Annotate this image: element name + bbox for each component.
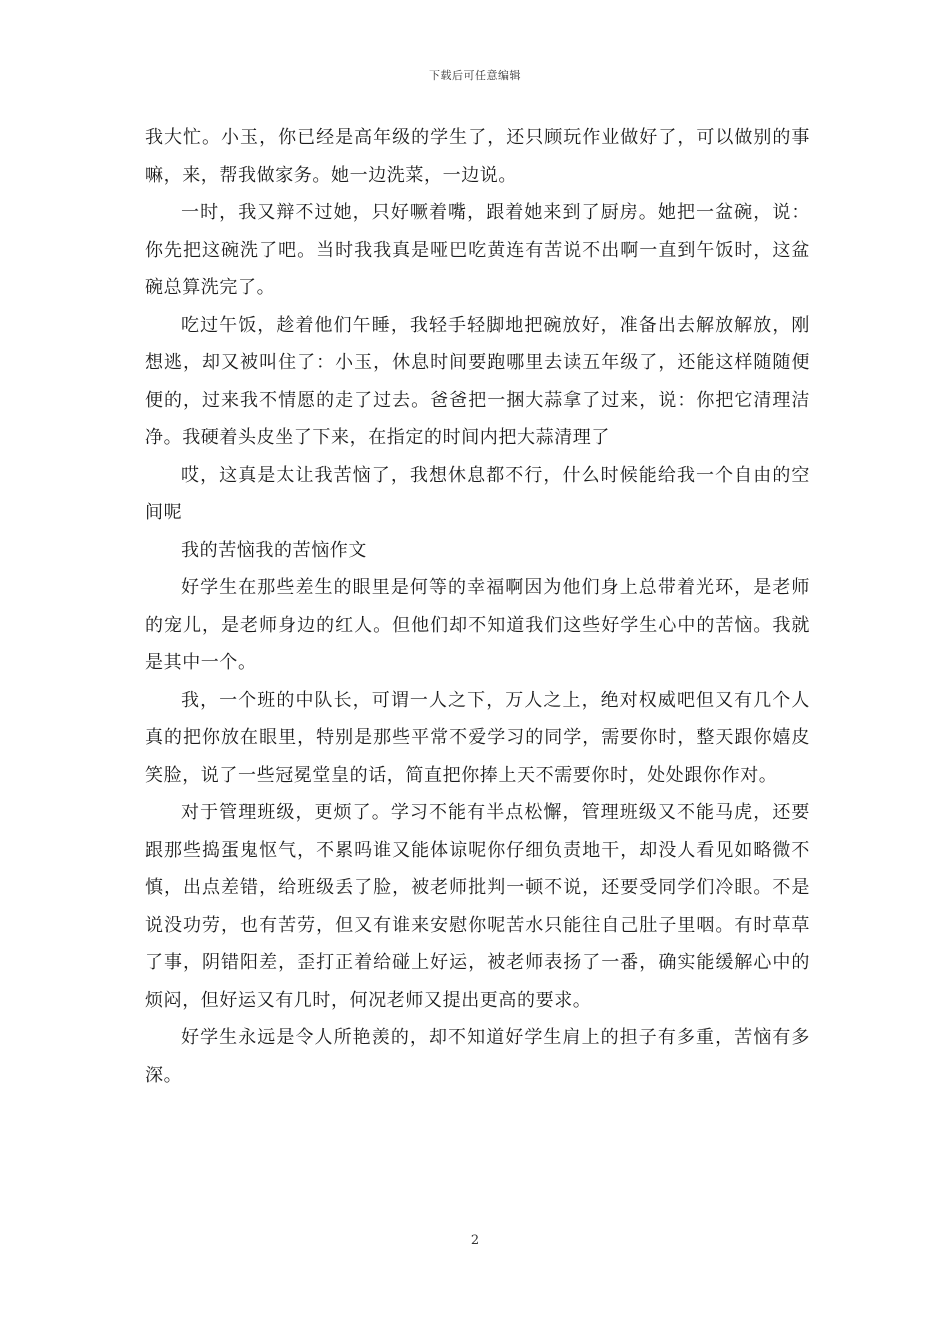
section-title: 我的苦恼我的苦恼作文 xyxy=(181,539,367,561)
paragraph: 一时，我又辩不过她，只好噘着嘴，跟着她来到了厨房。她把一盆碗，说：你先把这碗洗了吧。当时我我真是哑巴吃黄连有苦说不出啊一直到午饭时，这盆碗总算洗完了。 xyxy=(145,202,810,298)
paragraph: 对于管理班级，更烦了。学习不能有半点松懈，管理班级又不能马虎，还要跟那些捣蛋鬼怄气，不累吗谁又能体谅呢你仔细负责地干，却没人看见如略微不慎，出点差错，给班级丢了脸，被老师批判一顿不说，还要受同学们冷眼。不是说没功劳，也有苦劳，但又有谁来安慰你呢苦水只能往自己肚子里咽。有时草草了事，阴错阳差，歪打正着给碰上好运，被老师表扬了一番，确实能缓解心中的烦闷，但好运又有几时，何况老师又提出更高的要求。 xyxy=(145,802,810,1011)
paragraph: 我大忙。小玉，你已经是高年级的学生了，还只顾玩作业做好了，可以做别的事嘛，来，帮我做家务。她一边洗菜，一边说。 xyxy=(145,127,810,186)
paragraph: 我，一个班的中队长，可谓一人之下，万人之上，绝对权威吧但又有几个人真的把你放在眼里，特别是那些平常不爱学习的同学，需要你时，整天跟你嬉皮笑脸，说了一些冠冕堂皇的话，简直把你捧上天不需要你时，处处跟你作对。 xyxy=(145,689,810,786)
paragraph: 吃过午饭，趁着他们午睡，我轻手轻脚地把碗放好，准备出去解放解放，刚想逃，却又被叫住了：小玉，休息时间要跑哪里去读五年级了，还能这样随随便便的，过来我不情愿的走了过去。爸爸把一捆大蒜拿了过来，说：你把它清理洁净。我硬着头皮坐了下来，在指定的时间内把大蒜清理了 xyxy=(145,314,810,448)
paragraph: 好学生在那些差生的眼里是何等的幸福啊因为他们身上总带着光环，是老师的宠儿，是老师身边的红人。但他们却不知道我们这些好学生心中的苦恼。我就是其中一个。 xyxy=(145,577,810,673)
page-header: 下载后可任意编辑 xyxy=(429,69,521,82)
paragraph: 哎，这真是太让我苦恼了，我想休息都不行，什么时候能给我一个自由的空间呢 xyxy=(145,464,810,523)
document-body xyxy=(145,119,810,1094)
page-number: 2 xyxy=(470,1233,480,1248)
paragraph: 好学生永远是令人所艳羡的，却不知道好学生肩上的担子有多重，苦恼有多深。 xyxy=(145,1027,810,1086)
